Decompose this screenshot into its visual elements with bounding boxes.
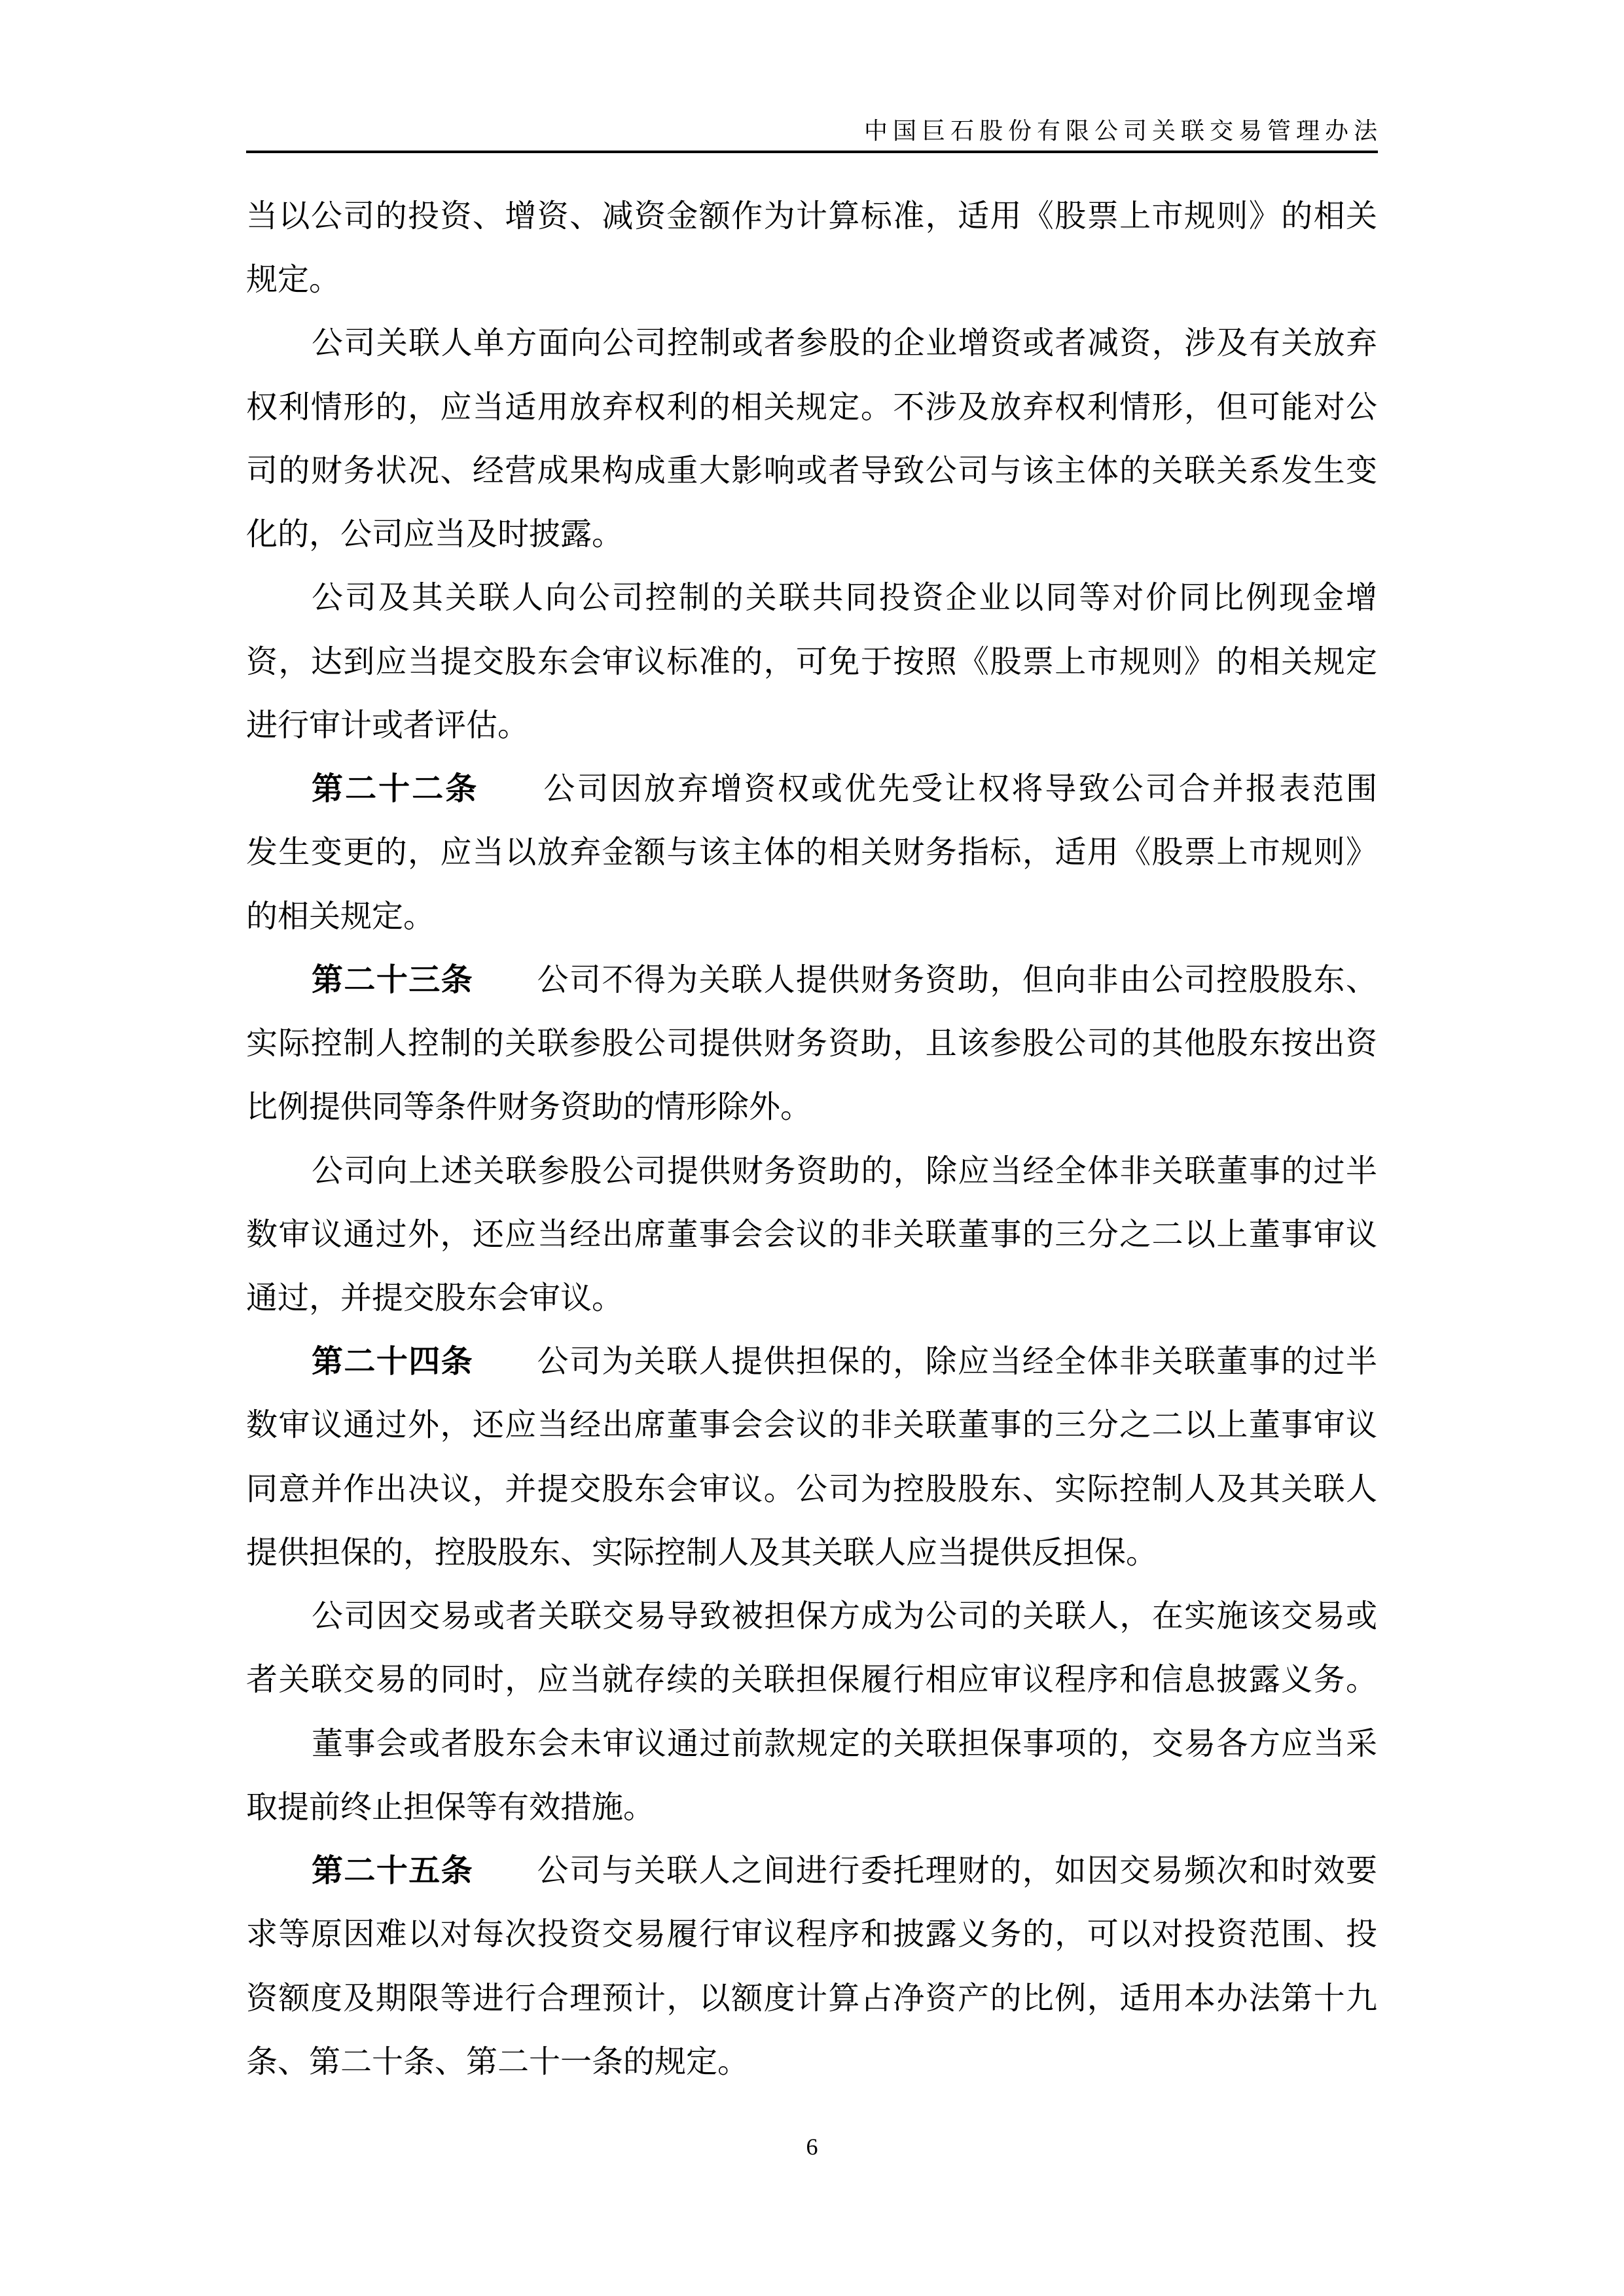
text-line: 司的财务状况、经营成果构成重大影响或者导致公司与该主体的关联关系发生变: [246, 453, 1377, 488]
text-line: 资，达到应当提交股东会审议标准的，可免于按照《股票上市规则》的相关规定: [246, 644, 1377, 679]
article-text: 公司不得为关联人提供财务资助，但向非由公司控股股东、: [536, 962, 1377, 997]
text-line: 发生变更的，应当以放弃金额与该主体的相关财务指标，适用《股票上市规则》: [246, 835, 1377, 870]
header-divider: [246, 151, 1378, 153]
text-line: 数审议通过外，还应当经出席董事会会议的非关联董事的三分之二以上董事审议: [246, 1217, 1377, 1252]
article-22: [246, 757, 1377, 948]
text-line: 公司及其关联人向公司控制的关联共同投资企业以同等对价同比例现金增: [312, 581, 1377, 616]
text-line: 同意并作出决议，并提交股东会审议。公司为控股股东、实际控制人及其关联人: [246, 1471, 1377, 1507]
article-text: 公司为关联人提供担保的，除应当经全体非关联董事的过半: [536, 1344, 1377, 1380]
text-line: 当以公司的投资、增资、减资金额作为计算标准，适用《股票上市规则》的相关: [246, 199, 1377, 234]
article-23: [246, 948, 1377, 1139]
document-body: [246, 185, 1377, 2094]
text-line: 资额度及期限等进行合理预计，以额度计算占净资产的比例，适用本办法第十九: [246, 1981, 1377, 2016]
text-line: 取提前终止担保等有效措施。: [246, 1789, 655, 1825]
page-header-title: 中国巨石股份有限公司关联交易管理办法: [863, 118, 1382, 144]
text-line: 公司向上述关联参股公司提供财务资助的，除应当经全体非关联董事的过半: [312, 1153, 1377, 1189]
text-line: 化的，公司应当及时披露。: [246, 517, 624, 552]
text-line: 实际控制人控制的关联参股公司提供财务资助，且该参股公司的其他股东按出资: [246, 1026, 1377, 1062]
text-line: 数审议通过外，还应当经出席董事会会议的非关联董事的三分之二以上董事审议: [246, 1408, 1377, 1443]
paragraph: [246, 1585, 1377, 1712]
page-number: 6: [806, 2134, 818, 2160]
text-line: 通过，并提交股东会审议。: [246, 1280, 624, 1316]
paragraph: [246, 312, 1377, 566]
text-line: [246, 757, 1377, 821]
text-line: 公司因交易或者关联交易导致被担保方成为公司的关联人，在实施该交易或: [312, 1599, 1377, 1634]
text-line: 权利情形的，应当适用放弃权利的相关规定。不涉及放弃权利情形，但可能对公: [246, 389, 1377, 425]
article-text: 公司与关联人之间进行委托理财的，如因交易频次和时效要: [536, 1854, 1377, 1889]
paragraph: [246, 1139, 1377, 1331]
text-line: 公司关联人单方面向公司控制或者参股的企业增资或者减资，涉及有关放弃: [312, 326, 1377, 361]
text-line: 的相关规定。: [246, 899, 435, 934]
article-number: 第二十三条: [312, 962, 474, 997]
text-line: [246, 1330, 1377, 1393]
paragraph: [246, 185, 1377, 312]
paragraph: [246, 566, 1377, 757]
text-line: [246, 948, 1377, 1012]
text-line: 进行审计或者评估。: [246, 708, 530, 743]
text-line: 条、第二十条、第二十一条的规定。: [246, 2044, 749, 2079]
article-text: 公司因放弃增资权或优先受让权将导致公司合并报表范围: [541, 772, 1377, 807]
text-line: [246, 1839, 1377, 1903]
text-line: 比例提供同等条件财务资助的情形除外。: [246, 1090, 812, 1125]
text-line: 提供担保的，控股股东、实际控制人及其关联人应当提供反担保。: [246, 1535, 1158, 1570]
article-number: 第二十四条: [312, 1344, 474, 1380]
text-line: 董事会或者股东会未审议通过前款规定的关联担保事项的，交易各方应当采: [312, 1726, 1377, 1761]
article-25: [246, 1839, 1377, 2094]
article-number: 第二十五条: [312, 1854, 474, 1889]
text-line: 者关联交易的同时，应当就存续的关联担保履行相应审议程序和信息披露义务。: [246, 1662, 1377, 1698]
text-line: 求等原因难以对每次投资交易履行审议程序和披露义务的，可以对投资范围、投: [246, 1917, 1377, 1952]
paragraph: [246, 1712, 1377, 1839]
text-line: 规定。: [246, 262, 341, 298]
article-24: [246, 1330, 1377, 1585]
article-number: 第二十二条: [312, 772, 479, 807]
